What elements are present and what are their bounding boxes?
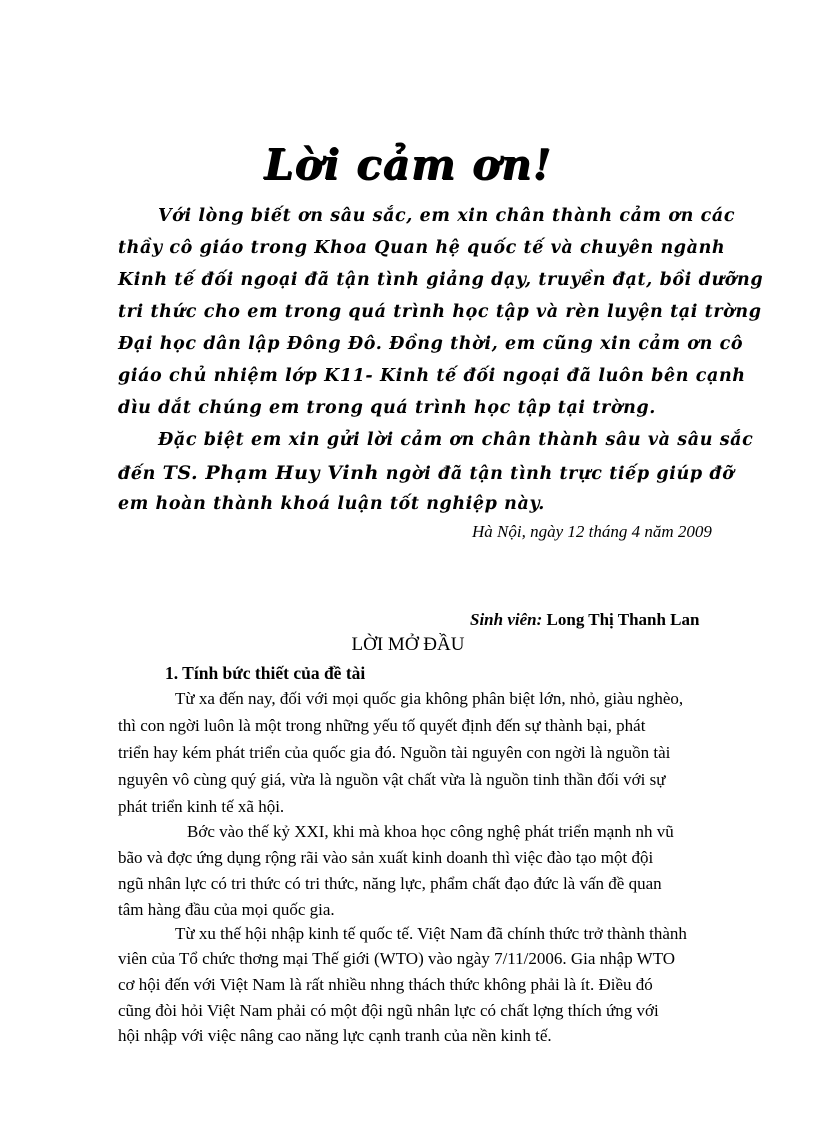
ack-line-4: tri thức cho em trong quá trình học tập và rèn luyện tại trờng [118,302,762,322]
body-line-12: cơ hội đến với Việt Nam là rất nhiều nhng thách thức không phải là ít. Điều đó [118,975,653,994]
ack-line-6: giáo chủ nhiệm lớp K11- Kinh tế đối ngoại đã luôn bên cạnh [118,366,746,386]
signer [470,610,699,630]
signer-name: Long Thị Thanh Lan [546,610,700,629]
body-line-2: thì con ngời luôn là một trong những yếu tố quyết định đến sự thành bại, phát [118,716,646,735]
body-line-1: Từ xa đến nay, đối với mọi quốc gia không phân biệt lớn, nhỏ, giàu nghèo, [175,689,684,708]
ack-prefix: đến [118,464,163,484]
ack-line-text: Với lòng biết ơn sâu sắc, em xin chân thành cảm ơn các [158,206,736,226]
body-line-10: Từ xu thế hội nhập kinh tế quốc tế. Việt Nam đã chính thức trở thành thành [175,924,687,943]
ack-line-3: Kinh tế đối ngoại đã tận tình giảng dạy, truyền đạt, bồi dưỡng [118,270,764,290]
advisor-name: TS. Phạm Huy Vinh [162,462,380,484]
body-line-4: nguyên vô cùng quý giá, vừa là nguồn vật chất vừa là nguồn tinh thần đối với sự [118,770,666,789]
body-line-14: hội nhập với việc nâng cao năng lực cạnh tranh của nền kinh tế. [118,1026,552,1045]
ack-suffix: ngời đã tận tình trực tiếp giúp đỡ [379,464,735,484]
body-line-9: tâm hàng đầu của mọi quốc gia. [118,900,335,919]
body-line-11: viên của Tổ chức thơng mại Thế giới (WTO) vào ngày 7/11/2006. Gia nhập WTO [118,949,676,968]
intro-heading: LỜI MỞ ĐẦU [351,634,465,655]
ack-line-8 [118,430,758,450]
section-title: 1. Tính bức thiết của đề tài [165,663,366,683]
acknowledgement-title: Lời cảm ơn! [264,140,552,189]
body-line-6: Bớc vào thế kỷ XXI, khi mà khoa học công nghệ phát triển mạnh nh vũ [187,822,674,841]
signer-label: Sinh viên: [470,610,543,629]
ack-line-2: thầy cô giáo trong Khoa Quan hệ quốc tế và chuyên ngành [118,238,726,258]
body-line-3: triển hay kém phát triển của quốc gia đó. Nguồn tài nguyên con ngời là nguồn tài [118,743,671,762]
date-line: Hà Nội, ngày 12 tháng 4 năm 2009 [472,522,712,541]
ack-line-9 [118,462,758,484]
ack-line-1 [118,206,758,226]
body-line-7: bão và đợc ứng dụng rộng rãi vào sản xuất kinh doanh thì việc đào tạo một đội [118,848,654,867]
ack-line-5: Đại học dân lập Đông Đô. Đồng thời, em cũng xin cảm ơn cô [118,334,744,354]
ack-line-text: Đặc biệt em xin gửi lời cảm ơn chân thành sâu và sâu sắc [158,430,754,450]
ack-line-7: dìu dắt chúng em trong quá trình học tập tại trờng. [118,398,656,418]
body-line-8: ngũ nhân lực có tri thức có tri thức, năng lực, phẩm chất đạo đức là vấn đề quan [118,874,662,893]
body-line-5: phát triển kinh tế xã hội. [118,797,285,816]
body-line-13: cũng đòi hỏi Việt Nam phải có một đội ngũ nhân lực có chất lợng thích ứng với [118,1001,659,1020]
ack-line-10: em hoàn thành khoá luận tốt nghiệp này. [118,494,545,514]
